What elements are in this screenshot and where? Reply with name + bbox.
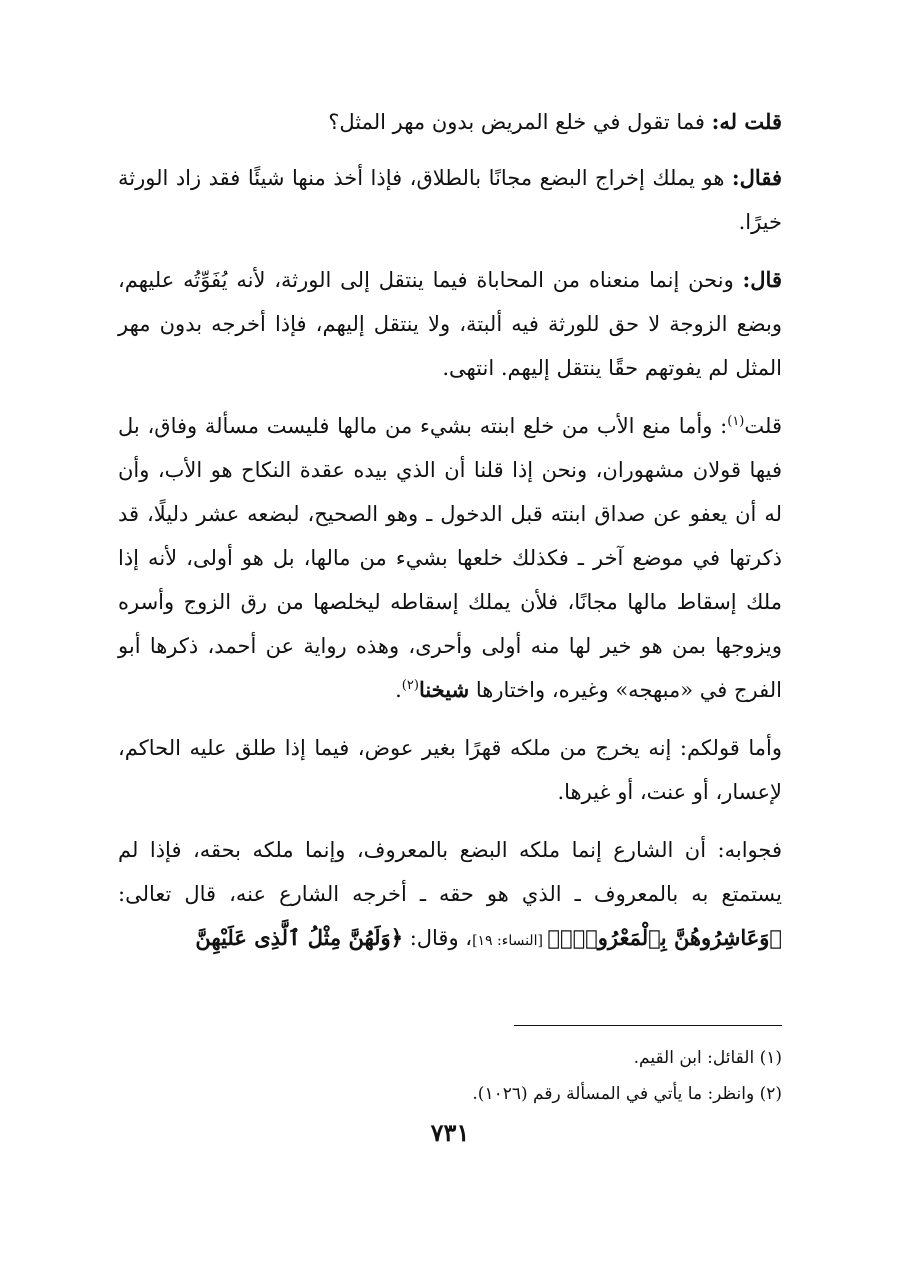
footnote-2: (٢) وانظر: ما يأتي في المسألة رقم (١٠٢٦). bbox=[472, 1084, 782, 1104]
paragraph-lead: قلت له: bbox=[711, 109, 782, 134]
footnote-ref-1[interactable]: (١) bbox=[727, 414, 745, 429]
paragraph-question bbox=[118, 100, 782, 144]
paragraph-bold-word: شيخنا bbox=[418, 677, 470, 702]
paragraph-text: فجوابه: أن الشارع إنما ملكه البضع بالمعروف، وإنما ملكه بحقه، فإذا لم يستمتع به بالمعروف ـ الذي هو حقه ـ أخرجه الشارع عنه، قال تعالى: bbox=[118, 838, 782, 906]
footnote-1: (١) القائل: ابن القيم. bbox=[633, 1048, 782, 1068]
footnote-ref-2[interactable]: (٢) bbox=[401, 678, 419, 693]
paragraph-objection bbox=[118, 726, 782, 814]
verse-reference: [النساء: ١٩] bbox=[472, 933, 548, 949]
paragraph-text: هو يملك إخراج البضع مجانًا بالطلاق، فإذا أخذ منها شيئًا فقد زاد الورثة خيرًا. bbox=[118, 166, 782, 234]
paragraph-lead: فقال: bbox=[731, 165, 782, 190]
page-body bbox=[118, 100, 782, 977]
page-number: ٧٣١ bbox=[430, 1118, 470, 1147]
paragraph-text: وأما قولكم: إنه يخرج من ملكه قهرًا بغير عوض، فيما إذا طلق عليه الحاكم، لإعسار، أو عنت، أو غيرها. bbox=[118, 736, 782, 804]
paragraph-qultu bbox=[118, 404, 782, 712]
footnote-divider bbox=[514, 1025, 782, 1026]
paragraph-qala bbox=[118, 258, 782, 390]
paragraph-lead: قال: bbox=[742, 267, 782, 292]
paragraph-text: فما تقول في خلع المريض بدون مهر المثل؟ bbox=[328, 110, 712, 134]
paragraph-text: : وأما منع الأب من خلع ابنته بشيء من مالها فليست مسألة وفاق، بل فيها قولان مشهوران، ونحن إذا قلنا أن الذي بيده عقدة النكاح هو الأب، وأن له أن يعفو عن صداق ابنته قبل الدخول ـ وهو الصحيح، لبضعه عشر دليلًا، قد ذكرتها في موضع آخر ـ فكذلك خلعها بشيء من مالها، بل هو أولى، لأنه إذا ملك إسقاط مالها مجانًا، فلأن يملك إسقاطه ليخلصها من رق الزوج وأسره ويزوجها بمن هو خير لها منه أولى وأحرى، وهذه رواية عن أحمد، ذكرها أبو الفرج في «مبهجه» وغيره، واختارها bbox=[118, 414, 782, 702]
paragraph-lead: قلت bbox=[744, 414, 782, 438]
quran-verse-1: ﴿وَعَاشِرُوهُنَّ بِٱلْمَعْرُوفِۚ﴾ bbox=[547, 925, 782, 950]
footnotes bbox=[118, 1040, 782, 1112]
paragraph-mid: ، وقال: bbox=[403, 926, 473, 950]
paragraph-text: ونحن إنما منعناه من المحاباة فيما ينتقل إلى الورثة، لأنه يُفَوِّتُه عليهم، وبضع الزوجة لا حق للورثة فيه ألبتة، ولا ينتقل إليهم، فإذا أخرجه بدون مهر المثل لم يفوتهم حقًا ينتقل إليهم. انتهى. bbox=[118, 268, 782, 380]
paragraph-reply bbox=[118, 828, 782, 963]
paragraph-end: . bbox=[395, 678, 402, 702]
paragraph-answer bbox=[118, 156, 782, 244]
quran-verse-2: ﴿وَلَهُنَّ مِثْلُ ٱلَّذِى عَلَيْهِنَّ bbox=[195, 925, 404, 950]
